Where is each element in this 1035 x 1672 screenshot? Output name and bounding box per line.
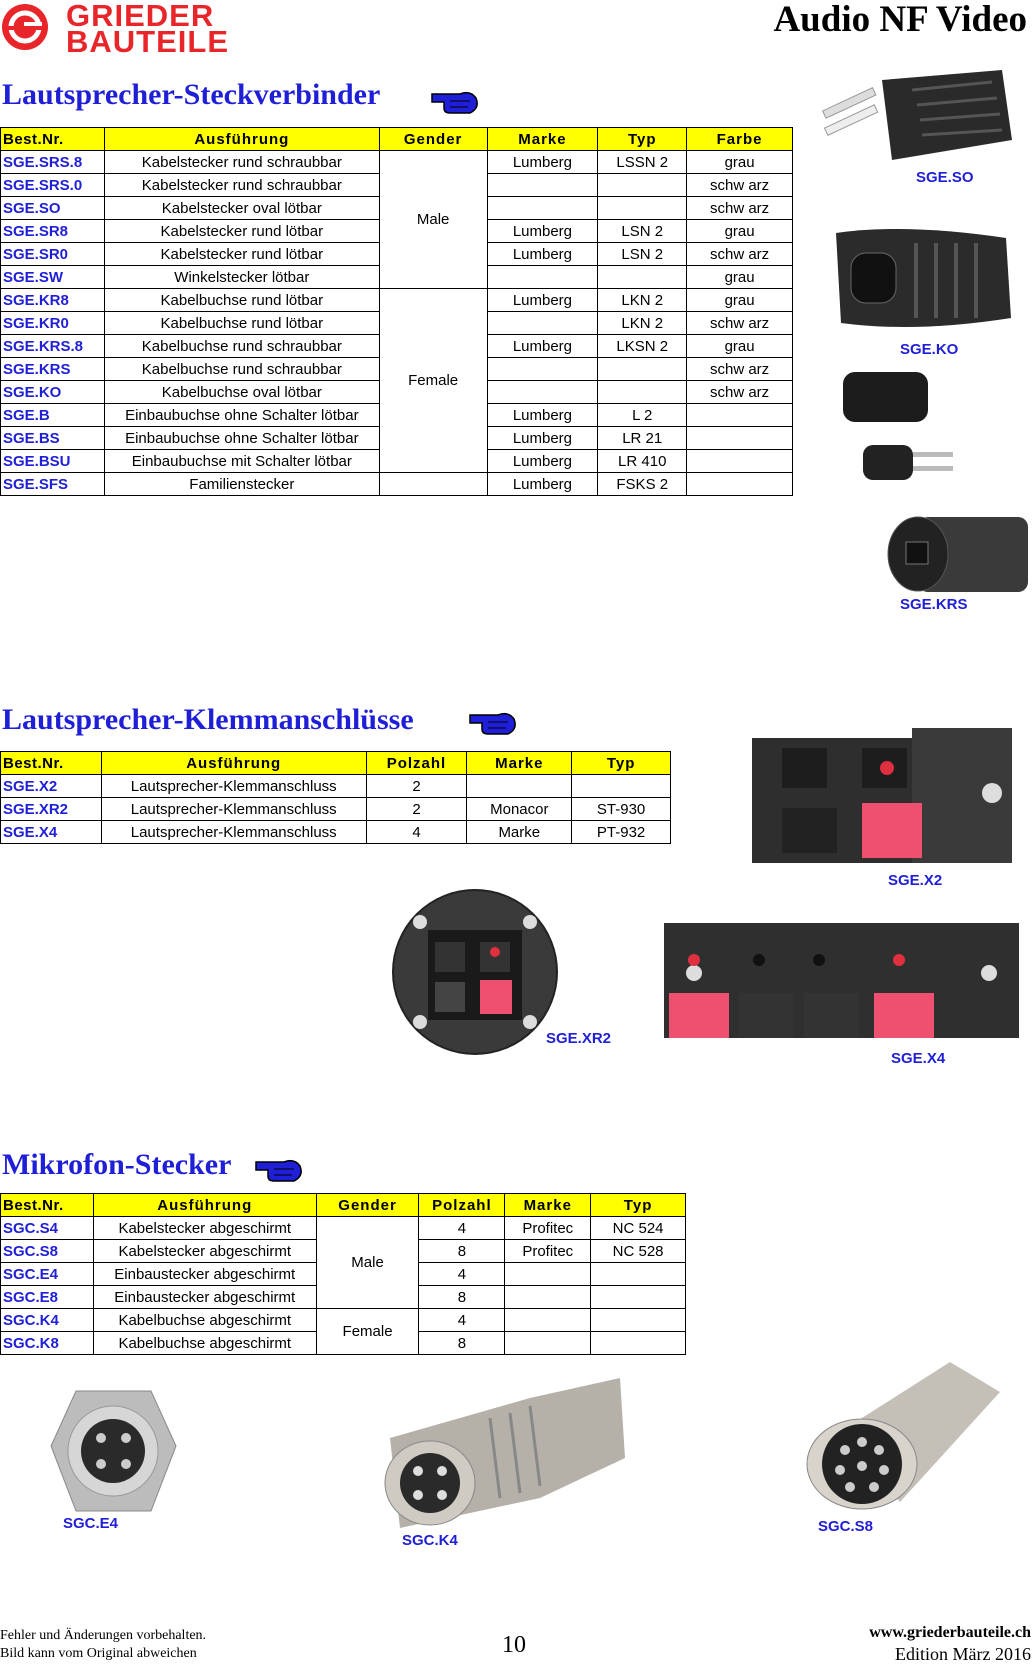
column-header: Ausführung — [93, 1194, 316, 1217]
table-cell — [591, 1286, 686, 1309]
table-cell: Kabelbuchse rund lötbar — [104, 312, 379, 335]
table-cell: 8 — [419, 1332, 505, 1355]
table-cell: Lautsprecher-Klemmanschluss — [101, 821, 366, 844]
table-cell: Einbaubuchse mit Schalter lötbar — [104, 450, 379, 473]
photo-label: SGC.S8 — [818, 1518, 874, 1535]
order-number-cell: SGE.KR8 — [1, 289, 105, 312]
table-cell: Winkelstecker lötbar — [104, 266, 379, 289]
sgc-k4-photo — [380, 1378, 630, 1528]
table-cell: Kabelstecker rund lötbar — [104, 243, 379, 266]
photo-label: SGE.XR2 — [546, 1030, 612, 1047]
table-cell — [591, 1263, 686, 1286]
table-cell — [487, 312, 598, 335]
sge-kr-photo — [838, 370, 958, 490]
steckverbinder-table — [0, 127, 793, 496]
table-cell — [487, 266, 598, 289]
order-number-cell: SGE.KRS — [1, 358, 105, 381]
order-number-cell: SGE.SR8 — [1, 220, 105, 243]
table-cell: Marke — [467, 821, 572, 844]
table-cell — [687, 404, 793, 427]
table-cell — [687, 450, 793, 473]
table-cell: Familienstecker — [104, 473, 379, 496]
table-cell: LKSN 2 — [598, 335, 687, 358]
table-cell: grau — [687, 335, 793, 358]
table-cell: LR 410 — [598, 450, 687, 473]
table-cell: Female — [379, 289, 487, 473]
table-row — [1, 473, 793, 496]
section-title-steckverbinder: Lautsprecher-Steckverbinder — [2, 78, 381, 111]
footer-note-1: Fehler und Änderungen vorbehalten. — [0, 1628, 207, 1643]
order-number-cell: SGE.SO — [1, 197, 105, 220]
column-header: Best.Nr. — [1, 752, 102, 775]
order-number-cell: SGE.SW — [1, 266, 105, 289]
table-cell: Lumberg — [487, 427, 598, 450]
sge-krs-photo — [878, 512, 1033, 602]
table-cell: Kabelbuchse oval lötbar — [104, 381, 379, 404]
column-header: Typ — [572, 752, 671, 775]
table-cell: 4 — [419, 1217, 505, 1240]
logo-text-line1: GRIEDER — [66, 0, 215, 33]
table-cell — [505, 1263, 591, 1286]
table-header-row — [1, 1194, 686, 1217]
table-cell: grau — [687, 151, 793, 174]
logo-text-line2: BAUTEILE — [66, 24, 229, 59]
table-cell — [598, 381, 687, 404]
pointing-hand-icon — [254, 1152, 304, 1184]
edition-date: Edition März 2016 — [895, 1644, 1031, 1664]
table-cell: Kabelstecker abgeschirmt — [93, 1240, 316, 1263]
table-cell — [487, 174, 598, 197]
table-cell: NC 524 — [591, 1217, 686, 1240]
table-cell: Kabelstecker oval lötbar — [104, 197, 379, 220]
order-number-cell: SGE.KO — [1, 381, 105, 404]
table-cell — [379, 473, 487, 496]
table-cell: LSN 2 — [598, 220, 687, 243]
sge-x2-photo — [752, 728, 1017, 868]
sge-x4-photo — [664, 918, 1024, 1048]
table-cell: Einbaubuchse ohne Schalter lötbar — [104, 427, 379, 450]
table-row — [1, 289, 793, 312]
klemmanschluss-table — [0, 751, 671, 844]
order-number-cell: SGE.SRS.8 — [1, 151, 105, 174]
column-header: Farbe — [687, 128, 793, 151]
order-number-cell: SGC.E8 — [1, 1286, 94, 1309]
table-cell — [591, 1309, 686, 1332]
order-number-cell: SGE.BS — [1, 427, 105, 450]
column-header: Best.Nr. — [1, 1194, 94, 1217]
table-cell: Kabelbuchse rund lötbar — [104, 289, 379, 312]
table-cell: Kabelbuchse rund schraubbar — [104, 335, 379, 358]
column-header: Typ — [598, 128, 687, 151]
table-cell: schw arz — [687, 358, 793, 381]
footer-note-2: Bild kann vom Original abweichen — [0, 1646, 197, 1661]
table-cell: Monacor — [467, 798, 572, 821]
table-cell: Lumberg — [487, 289, 598, 312]
order-number-cell: SGC.E4 — [1, 1263, 94, 1286]
table-row — [1, 821, 671, 844]
order-number-cell: SGC.S8 — [1, 1240, 94, 1263]
table-cell: Kabelstecker rund lötbar — [104, 220, 379, 243]
column-header: Gender — [379, 128, 487, 151]
table-cell — [505, 1332, 591, 1355]
table-cell: Kabelstecker abgeschirmt — [93, 1217, 316, 1240]
order-number-cell: SGE.BSU — [1, 450, 105, 473]
column-header: Best.Nr. — [1, 128, 105, 151]
table-cell: Profitec — [505, 1217, 591, 1240]
table-cell: schw arz — [687, 174, 793, 197]
table-cell: schw arz — [687, 243, 793, 266]
photo-label: SGC.K4 — [402, 1532, 458, 1549]
table-cell: grau — [687, 220, 793, 243]
column-header: Ausführung — [101, 752, 366, 775]
table-cell — [598, 174, 687, 197]
table-cell: 4 — [419, 1309, 505, 1332]
order-number-cell: SGC.K4 — [1, 1309, 94, 1332]
table-cell: schw arz — [687, 312, 793, 335]
table-cell: Kabelbuchse abgeschirmt — [93, 1309, 316, 1332]
table-cell: schw arz — [687, 197, 793, 220]
table-row — [1, 151, 793, 174]
table-cell: Profitec — [505, 1240, 591, 1263]
table-cell: Lumberg — [487, 473, 598, 496]
order-number-cell: SGE.KR0 — [1, 312, 105, 335]
photo-label: SGE.X4 — [891, 1050, 946, 1067]
table-cell: grau — [687, 266, 793, 289]
table-cell: Einbaustecker abgeschirmt — [93, 1286, 316, 1309]
table-cell: LSSN 2 — [598, 151, 687, 174]
table-cell: 2 — [366, 798, 467, 821]
column-header: Typ — [591, 1194, 686, 1217]
table-cell — [487, 197, 598, 220]
table-cell: grau — [687, 289, 793, 312]
order-number-cell: SGE.SR0 — [1, 243, 105, 266]
section-title-mikrofon: Mikrofon-Stecker — [2, 1148, 232, 1181]
order-number-cell: SGC.K8 — [1, 1332, 94, 1355]
table-cell: 8 — [419, 1240, 505, 1263]
table-cell — [598, 197, 687, 220]
table-cell: 4 — [366, 821, 467, 844]
table-cell — [487, 358, 598, 381]
sgc-e4-photo — [46, 1386, 181, 1516]
table-cell: Lautsprecher-Klemmanschluss — [101, 775, 366, 798]
table-cell: LSN 2 — [598, 243, 687, 266]
logo-emblem-icon — [0, 2, 50, 52]
column-header: Marke — [505, 1194, 591, 1217]
table-cell: NC 528 — [591, 1240, 686, 1263]
logo — [0, 0, 240, 59]
table-cell: 4 — [419, 1263, 505, 1286]
order-number-cell: SGE.B — [1, 404, 105, 427]
table-cell: LKN 2 — [598, 312, 687, 335]
table-cell — [598, 266, 687, 289]
column-header: Polzahl — [366, 752, 467, 775]
table-cell: Kabelstecker rund schraubbar — [104, 174, 379, 197]
table-cell: PT-932 — [572, 821, 671, 844]
column-header: Marke — [487, 128, 598, 151]
order-number-cell: SGE.X2 — [1, 775, 102, 798]
table-cell — [505, 1286, 591, 1309]
photo-label: SGE.KO — [900, 341, 959, 358]
table-cell: Kabelbuchse rund schraubbar — [104, 358, 379, 381]
table-cell: Female — [316, 1309, 419, 1355]
table-cell — [467, 775, 572, 798]
catalog-title: Audio NF Video — [773, 0, 1027, 40]
sge-xr2-photo — [390, 882, 560, 1062]
table-header-row — [1, 128, 793, 151]
column-header: Gender — [316, 1194, 419, 1217]
table-cell: LR 21 — [598, 427, 687, 450]
column-header: Polzahl — [419, 1194, 505, 1217]
photo-label: SGC.E4 — [63, 1515, 119, 1532]
table-cell: 8 — [419, 1286, 505, 1309]
table-header-row — [1, 752, 671, 775]
column-header: Marke — [467, 752, 572, 775]
photo-label: SGE.X2 — [888, 872, 943, 889]
pointing-hand-icon — [468, 705, 518, 737]
table-cell: Kabelbuchse abgeschirmt — [93, 1332, 316, 1355]
table-cell — [505, 1309, 591, 1332]
order-number-cell: SGE.SRS.0 — [1, 174, 105, 197]
table-cell — [598, 358, 687, 381]
order-number-cell: SGE.XR2 — [1, 798, 102, 821]
table-row — [1, 775, 671, 798]
table-cell: Einbaubuchse ohne Schalter lötbar — [104, 404, 379, 427]
website-link[interactable]: www.griederbauteile.ch — [869, 1624, 1031, 1641]
table-cell: schw arz — [687, 381, 793, 404]
sgc-s8-photo — [800, 1352, 1010, 1512]
section-title-klemmanschluesse: Lautsprecher-Klemmanschlüsse — [2, 703, 414, 736]
table-cell: Lumberg — [487, 151, 598, 174]
photo-label: SGE.SO — [916, 169, 974, 186]
table-row — [1, 1309, 686, 1332]
table-cell — [591, 1332, 686, 1355]
table-cell: Kabelstecker rund schraubbar — [104, 151, 379, 174]
table-cell — [687, 473, 793, 496]
table-cell: Lautsprecher-Klemmanschluss — [101, 798, 366, 821]
table-cell: FSKS 2 — [598, 473, 687, 496]
mikrofon-table — [0, 1193, 686, 1355]
column-header: Ausführung — [104, 128, 379, 151]
order-number-cell: SGE.SFS — [1, 473, 105, 496]
table-cell: Lumberg — [487, 450, 598, 473]
order-number-cell: SGE.KRS.8 — [1, 335, 105, 358]
table-cell — [687, 427, 793, 450]
photo-label: SGE.KRS — [900, 596, 968, 613]
table-cell: LKN 2 — [598, 289, 687, 312]
table-cell: 2 — [366, 775, 467, 798]
table-cell: Male — [379, 151, 487, 289]
table-cell: Lumberg — [487, 243, 598, 266]
sge-ko-photo — [826, 218, 1016, 338]
table-cell: Lumberg — [487, 335, 598, 358]
table-cell: Lumberg — [487, 404, 598, 427]
table-cell: Lumberg — [487, 220, 598, 243]
table-cell: L 2 — [598, 404, 687, 427]
order-number-cell: SGE.X4 — [1, 821, 102, 844]
table-row — [1, 1217, 686, 1240]
sge-so-photo — [812, 60, 1012, 170]
table-cell: ST-930 — [572, 798, 671, 821]
page-number: 10 — [502, 1632, 526, 1658]
table-cell — [572, 775, 671, 798]
pointing-hand-icon — [430, 84, 480, 116]
table-cell: Einbaustecker abgeschirmt — [93, 1263, 316, 1286]
order-number-cell: SGC.S4 — [1, 1217, 94, 1240]
table-row — [1, 798, 671, 821]
table-cell — [487, 381, 598, 404]
table-cell: Male — [316, 1217, 419, 1309]
